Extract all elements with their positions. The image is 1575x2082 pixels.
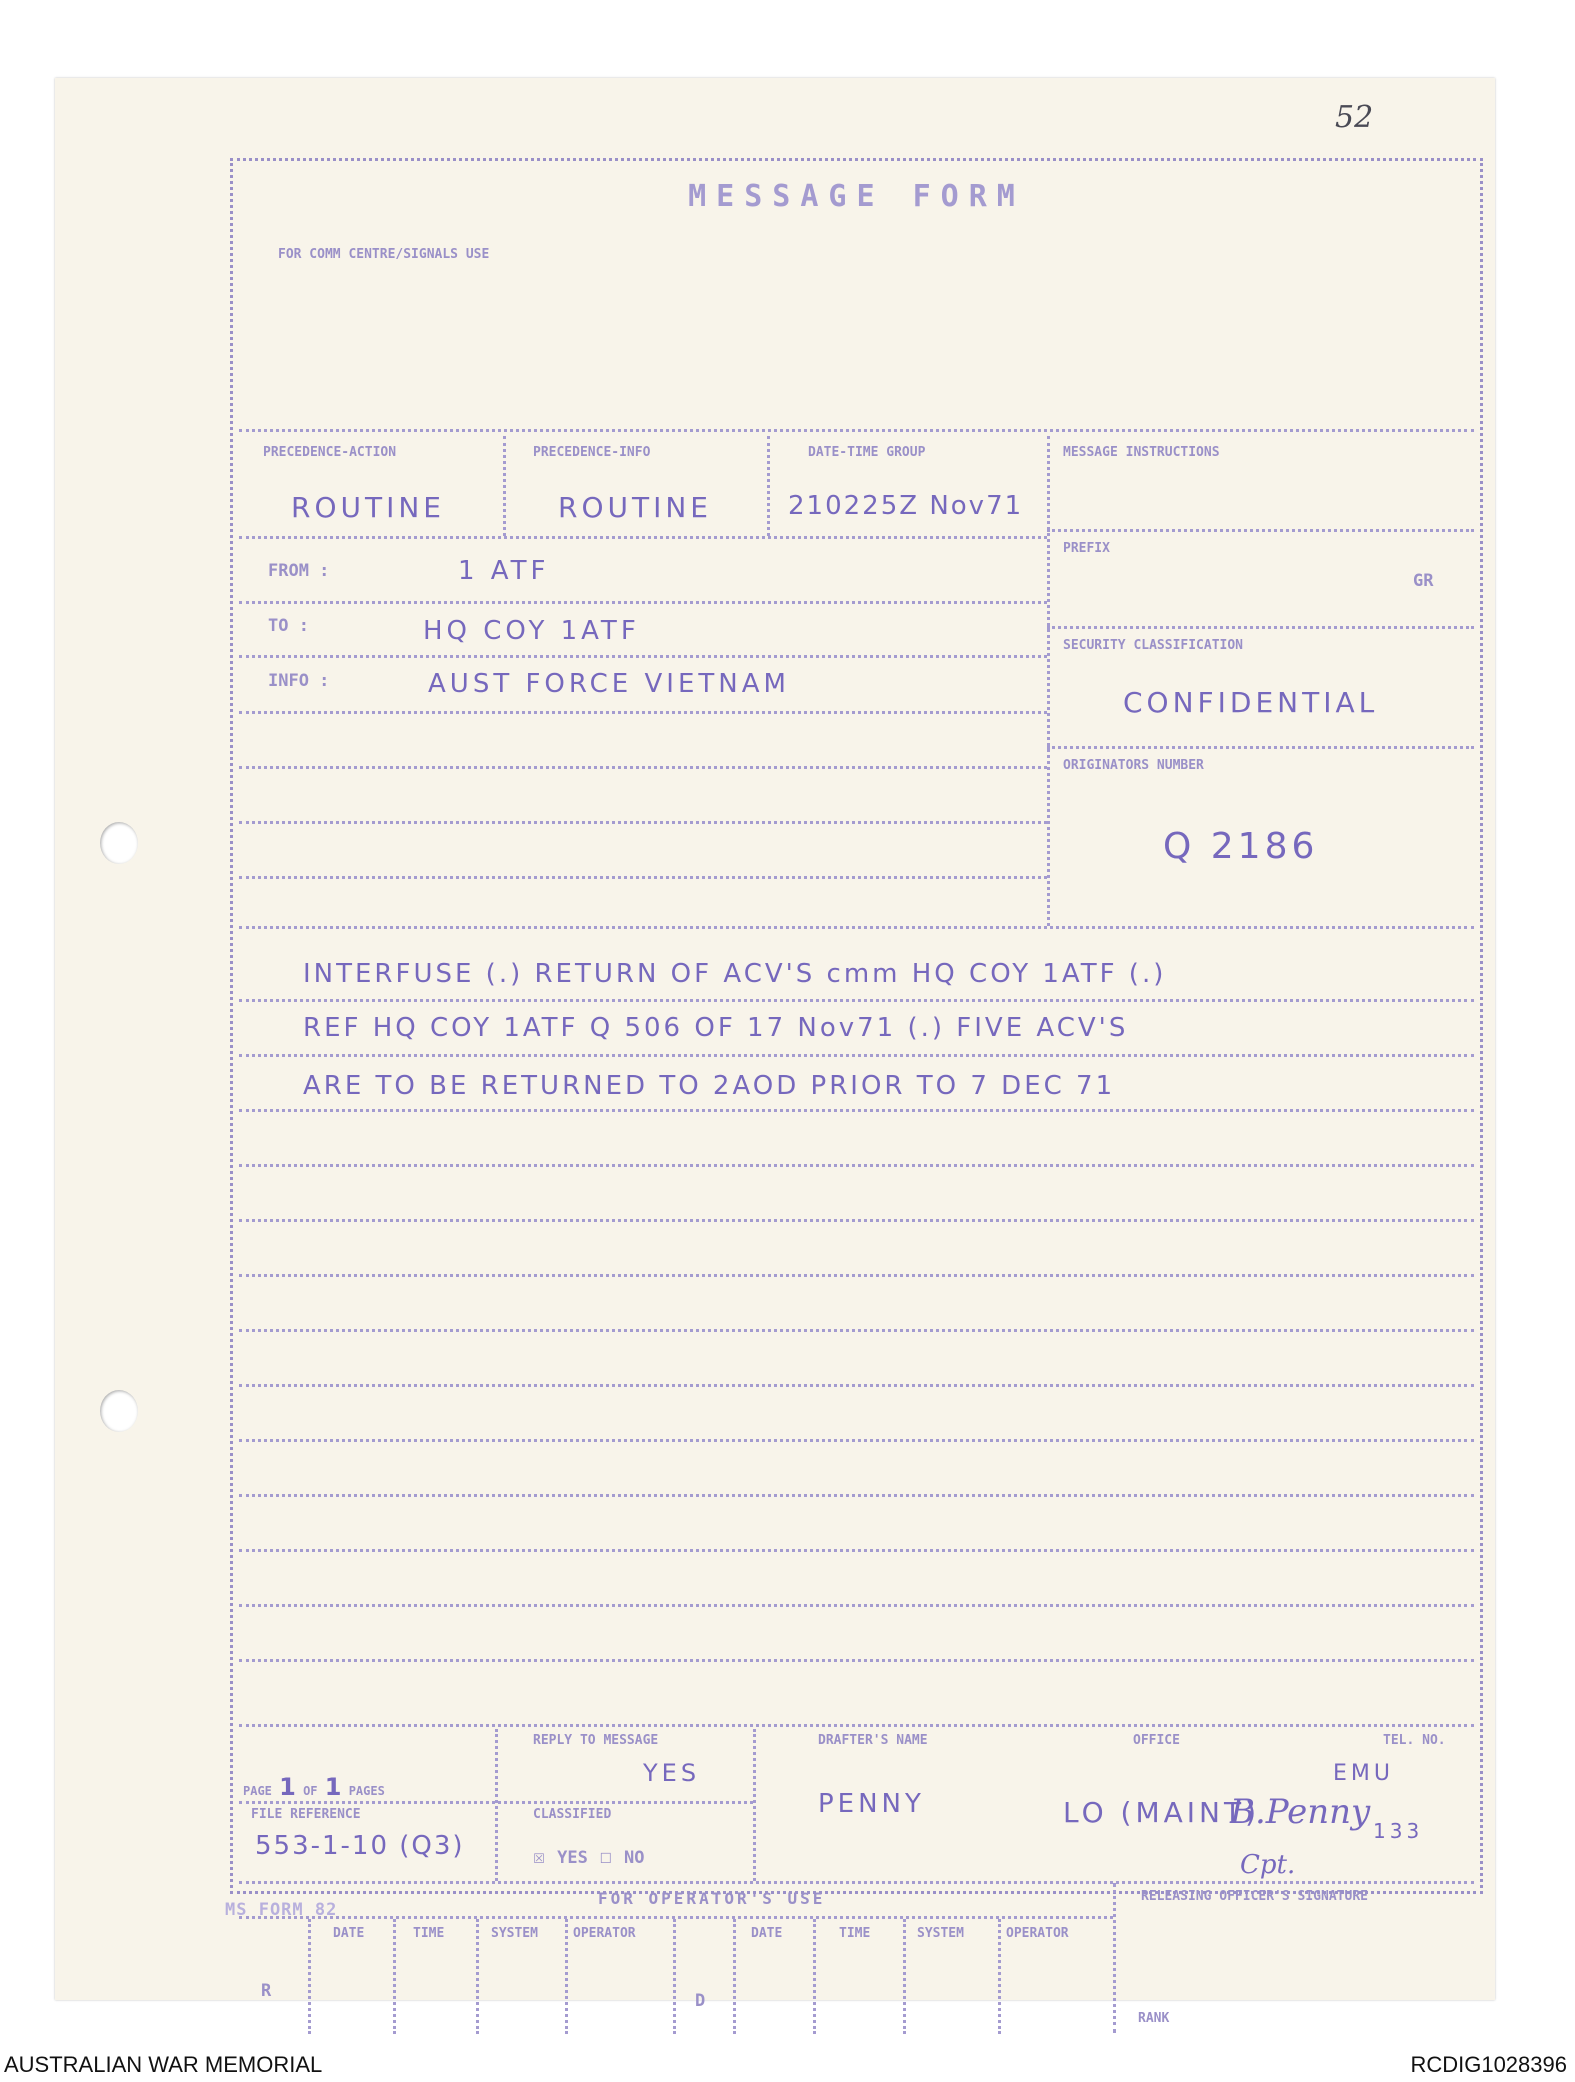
from-label: FROM : [268,561,330,581]
tel-value-2: 133 [1373,1819,1424,1843]
from-value: 1 ATF [458,556,550,586]
divider [1047,436,1050,926]
dtg-label: DATE-TIME GROUP [808,445,926,460]
divider [239,1549,1474,1552]
page-of-label: PAGE 1 OF 1 PAGES [243,1773,385,1801]
divider [813,1919,816,2034]
rank-label: RANK [1138,2011,1170,2026]
reply-to-message-value: YES [643,1759,701,1787]
disp-operator-col: OPERATOR [1006,1926,1069,1941]
divider [239,1659,1474,1662]
divider [239,1494,1474,1497]
divider [239,1109,1474,1112]
message-body-line-2: REF HQ COY 1ATF Q 506 OF 17 Nov71 (.) FIVE ACV'S [303,1013,1129,1043]
classified-no-checkbox[interactable]: ☐ [599,1844,612,1868]
divider [239,429,1474,432]
precedence-action-value: ROUTINE [291,491,445,524]
classified-yes-checkbox[interactable]: ☒ [533,1844,546,1868]
divider [767,436,770,536]
reply-to-message-label: REPLY TO MESSAGE [533,1733,659,1748]
divider [239,1439,1474,1442]
releasing-officer-signature: B.Penny [1230,1792,1371,1832]
footer-right-text: RCDIG1028396 [1410,2052,1567,2077]
divider [1047,626,1474,629]
dtg-value: 210225Z Nov71 [788,491,1024,521]
divider [903,1919,906,2034]
divider [476,1919,479,2034]
precedence-action-label: PRECEDENCE-ACTION [263,445,397,460]
page-number: 52 [1335,100,1374,135]
divider [239,1329,1474,1332]
divider [393,1919,396,2034]
security-classification-label: SECURITY CLASSIFICATION [1063,638,1244,653]
divider [239,536,1047,539]
received-label: R [261,1981,272,2001]
divider [239,926,1474,929]
operator-use-label: FOR OPERATOR'S USE [598,1889,826,1908]
message-body-line-3: ARE TO BE RETURNED TO 2AOD PRIOR TO 7 DEC 71 [303,1071,1116,1101]
to-label: TO : [268,616,309,636]
divider [239,1164,1474,1167]
tel-no-label: TEL. NO. [1383,1733,1446,1748]
footer-left-text: AUSTRALIAN WAR MEMORIAL [4,2052,323,2077]
to-value: HQ COY 1ATF [423,616,640,646]
tel-value-1: EMU [1333,1761,1394,1786]
divider [998,1919,1001,2034]
divider [565,1919,568,2034]
info-value: AUST FORCE VIETNAM [428,669,790,699]
message-body-line-1: INTERFUSE (.) RETURN OF ACV'S cmm HQ COY 1ATF (.) [303,959,1167,989]
recv-date-col: DATE [333,1926,365,1941]
security-classification-value: CONFIDENTIAL [1123,686,1379,719]
precedence-info-label: PRECEDENCE-INFO [533,445,651,460]
divider [239,1274,1474,1277]
recv-time-col: TIME [413,1926,445,1941]
divider [239,1881,1474,1884]
form-number: MS FORM 82 [225,1900,338,1920]
divider [673,1919,676,2034]
originators-number-label: ORIGINATORS NUMBER [1063,758,1204,773]
disp-system-col: SYSTEM [917,1926,964,1941]
disp-date-col: DATE [751,1926,783,1941]
message-instructions-label: MESSAGE INSTRUCTIONS [1063,445,1220,460]
divider [1113,1883,1116,2033]
form-title: MESSAGE FORM [688,179,1025,214]
gr-label: GR [1413,571,1434,591]
drafters-name-label: DRAFTER'S NAME [818,1733,928,1748]
comcen-label: FOR COMM CENTRE/SIGNALS USE [278,247,490,262]
divider [239,711,1047,714]
divider [753,1729,756,1881]
divider [239,1054,1474,1057]
divider [495,1729,498,1881]
divider [239,821,1047,824]
file-reference-value: 553-1-10 (Q3) [255,1831,465,1861]
divider [239,876,1047,879]
divider [503,436,506,536]
classified-options: ☒ YES ☐ NO [533,1844,645,1868]
prefix-label: PREFIX [1063,541,1110,556]
rank-value: Cpt. [1240,1850,1296,1880]
office-value: LO (MAINT) [1063,1796,1261,1829]
punch-hole [100,1390,138,1432]
info-label: INFO : [268,671,330,691]
classified-label: CLASSIFIED [533,1807,612,1822]
divider [239,1801,753,1804]
page-total-value: 1 [324,1773,342,1801]
office-label: OFFICE [1133,1733,1180,1748]
divider [239,1219,1474,1222]
divider [239,999,1474,1002]
recv-system-col: SYSTEM [491,1926,538,1941]
file-reference-label: FILE REFERENCE [251,1807,361,1822]
precedence-info-value: ROUTINE [558,491,712,524]
disp-time-col: TIME [839,1926,871,1941]
divider [239,1384,1474,1387]
punch-hole [100,822,138,864]
divider [1047,746,1474,749]
divider [733,1919,736,2034]
divider [308,1919,311,2034]
drafters-name-value: PENNY [818,1789,925,1819]
divider [239,1724,1474,1727]
recv-operator-col: OPERATOR [573,1926,636,1941]
page-number-value: 1 [279,1773,296,1801]
divider [239,1916,1113,1919]
divider [239,1604,1474,1607]
dispatched-label: D [695,1991,706,2011]
divider [239,766,1047,769]
divider [239,601,1047,604]
divider [239,655,1047,658]
divider [1047,529,1474,532]
releasing-officer-label: RELEASING OFFICER'S SIGNATURE [1141,1889,1368,1904]
originators-number-value: Q 2186 [1163,826,1319,867]
